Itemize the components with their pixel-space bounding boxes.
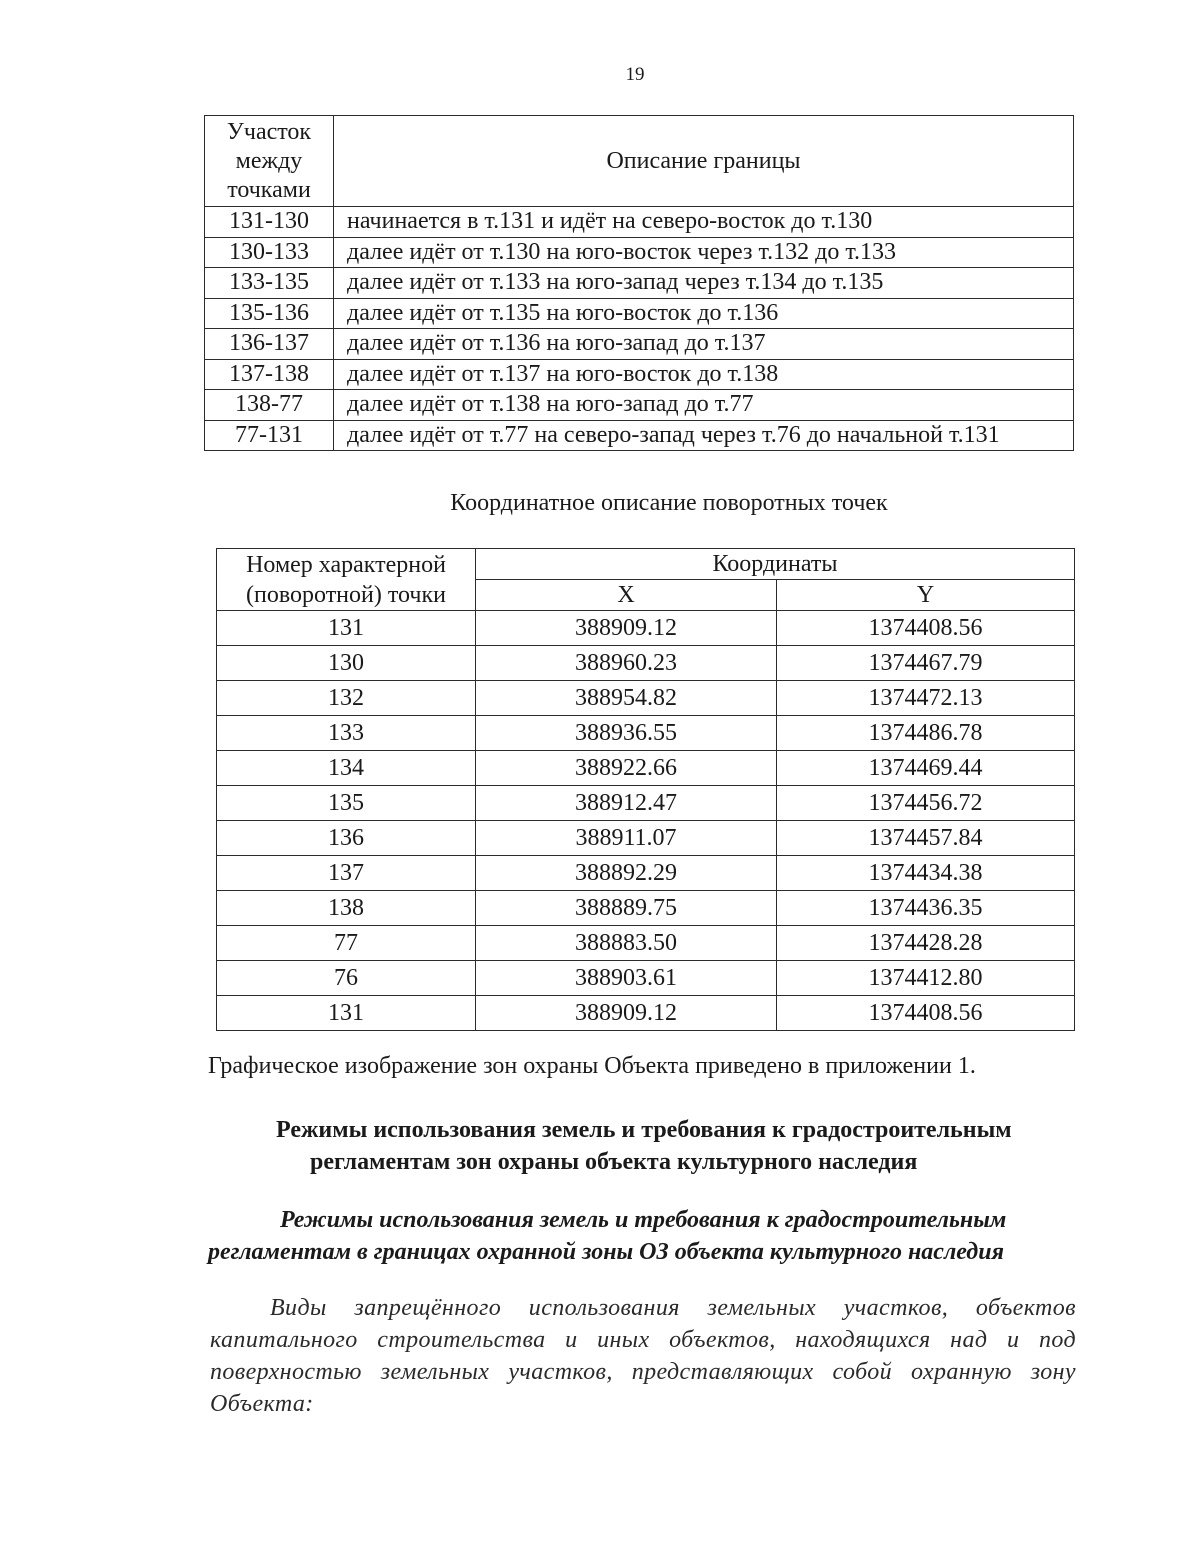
y-coordinate-cell: 1374472.13 xyxy=(777,681,1075,716)
header-description: Описание границы xyxy=(334,116,1074,207)
y-coordinate-cell: 1374469.44 xyxy=(777,751,1075,786)
point-cell: 132 xyxy=(217,681,476,716)
point-cell: 131 xyxy=(217,611,476,646)
description-cell: начинается в т.131 и идёт на северо-восток до т.130 xyxy=(334,207,1074,238)
segment-cell: 131-130 xyxy=(205,207,334,238)
y-coordinate-cell: 1374428.28 xyxy=(777,926,1075,961)
x-coordinate-cell: 388883.50 xyxy=(476,926,777,961)
boundary-table-body xyxy=(205,207,1074,451)
prohibited-uses-paragraph: Виды запрещённого использования земельных участков, объектов капитального строительства и иных объектов, находящихся над и под поверхностью земельных участков, представляющих собой охранную зону Объекта: xyxy=(210,1295,1076,1417)
header-coordinates: Координаты xyxy=(476,549,1075,580)
sub-heading xyxy=(208,1204,1076,1268)
y-coordinate-cell: 1374486.78 xyxy=(777,716,1075,751)
page-number: 19 xyxy=(625,64,645,85)
boundary-description-table xyxy=(204,115,1074,451)
sub-heading-line: регламентам в границах охранной зоны ОЗ объекта культурного наследия xyxy=(208,1239,1004,1265)
x-coordinate-cell: 388912.47 xyxy=(476,786,777,821)
table-row xyxy=(217,961,1075,996)
table-row xyxy=(217,926,1075,961)
point-cell: 76 xyxy=(217,961,476,996)
table-row xyxy=(217,646,1075,681)
x-coordinate-cell: 388936.55 xyxy=(476,716,777,751)
table-row xyxy=(205,237,1074,268)
point-cell: 135 xyxy=(217,786,476,821)
segment-cell: 137-138 xyxy=(205,359,334,390)
header-y: Y xyxy=(777,580,1075,611)
point-cell: 130 xyxy=(217,646,476,681)
table-row xyxy=(217,611,1075,646)
description-cell: далее идёт от т.136 на юго-запад до т.137 xyxy=(334,329,1074,360)
y-coordinate-cell: 1374467.79 xyxy=(777,646,1075,681)
x-coordinate-cell: 388892.29 xyxy=(476,856,777,891)
table-row xyxy=(217,996,1075,1031)
table-row xyxy=(205,390,1074,421)
segment-cell: 77-131 xyxy=(205,420,334,451)
header-point-number: Номер характерной (поворотной) точки xyxy=(217,549,476,611)
x-coordinate-cell: 388909.12 xyxy=(476,611,777,646)
section-heading xyxy=(210,1114,1076,1178)
point-cell: 134 xyxy=(217,751,476,786)
y-coordinate-cell: 1374436.35 xyxy=(777,891,1075,926)
description-cell: далее идёт от т.137 на юго-восток до т.138 xyxy=(334,359,1074,390)
y-coordinate-cell: 1374408.56 xyxy=(777,611,1075,646)
segment-cell: 138-77 xyxy=(205,390,334,421)
table-row xyxy=(205,298,1074,329)
table-row xyxy=(205,268,1074,299)
segment-cell: 136-137 xyxy=(205,329,334,360)
point-cell: 136 xyxy=(217,821,476,856)
x-coordinate-cell: 388889.75 xyxy=(476,891,777,926)
x-coordinate-cell: 388903.61 xyxy=(476,961,777,996)
sub-heading-line: Режимы использования земель и требования к градостроительным xyxy=(280,1207,1007,1233)
description-cell: далее идёт от т.133 на юго-запад через т.134 до т.135 xyxy=(334,268,1074,299)
table-row xyxy=(217,751,1075,786)
table-row xyxy=(217,856,1075,891)
table-row xyxy=(217,821,1075,856)
y-coordinate-cell: 1374412.80 xyxy=(777,961,1075,996)
table-row xyxy=(205,329,1074,360)
y-coordinate-cell: 1374456.72 xyxy=(777,786,1075,821)
table-row xyxy=(205,359,1074,390)
x-coordinate-cell: 388960.23 xyxy=(476,646,777,681)
x-coordinate-cell: 388954.82 xyxy=(476,681,777,716)
segment-cell: 133-135 xyxy=(205,268,334,299)
header-x: X xyxy=(476,580,777,611)
description-cell: далее идёт от т.138 на юго-запад до т.77 xyxy=(334,390,1074,421)
y-coordinate-cell: 1374408.56 xyxy=(777,996,1075,1031)
y-coordinate-cell: 1374457.84 xyxy=(777,821,1075,856)
segment-cell: 135-136 xyxy=(205,298,334,329)
header-segment: Участок между точками xyxy=(205,116,334,207)
coordinates-title: Координатное описание поворотных точек xyxy=(450,490,888,516)
coordinates-table xyxy=(216,548,1075,1031)
point-cell: 133 xyxy=(217,716,476,751)
table-header-row xyxy=(217,549,1075,580)
description-cell: далее идёт от т.135 на юго-восток до т.136 xyxy=(334,298,1074,329)
table-row xyxy=(205,420,1074,451)
x-coordinate-cell: 388922.66 xyxy=(476,751,777,786)
point-cell: 138 xyxy=(217,891,476,926)
point-cell: 137 xyxy=(217,856,476,891)
table-row xyxy=(217,786,1075,821)
description-cell: далее идёт от т.77 на северо-запад через т.76 до начальной т.131 xyxy=(334,420,1074,451)
section-heading-line: регламентам зон охраны объекта культурного наследия xyxy=(310,1149,918,1175)
section-heading-line: Режимы использования земель и требования к градостроительным xyxy=(276,1117,1012,1143)
table-header-row xyxy=(205,116,1074,207)
x-coordinate-cell: 388911.07 xyxy=(476,821,777,856)
table-row xyxy=(205,207,1074,238)
segment-cell: 130-133 xyxy=(205,237,334,268)
graphic-note: Графическое изображение зон охраны Объекта приведено в приложении 1. xyxy=(208,1053,976,1079)
coordinates-table-body xyxy=(217,611,1075,1031)
point-cell: 131 xyxy=(217,996,476,1031)
table-row xyxy=(217,891,1075,926)
table-row xyxy=(217,716,1075,751)
table-row xyxy=(217,681,1075,716)
point-cell: 77 xyxy=(217,926,476,961)
description-cell: далее идёт от т.130 на юго-восток через т.132 до т.133 xyxy=(334,237,1074,268)
x-coordinate-cell: 388909.12 xyxy=(476,996,777,1031)
y-coordinate-cell: 1374434.38 xyxy=(777,856,1075,891)
